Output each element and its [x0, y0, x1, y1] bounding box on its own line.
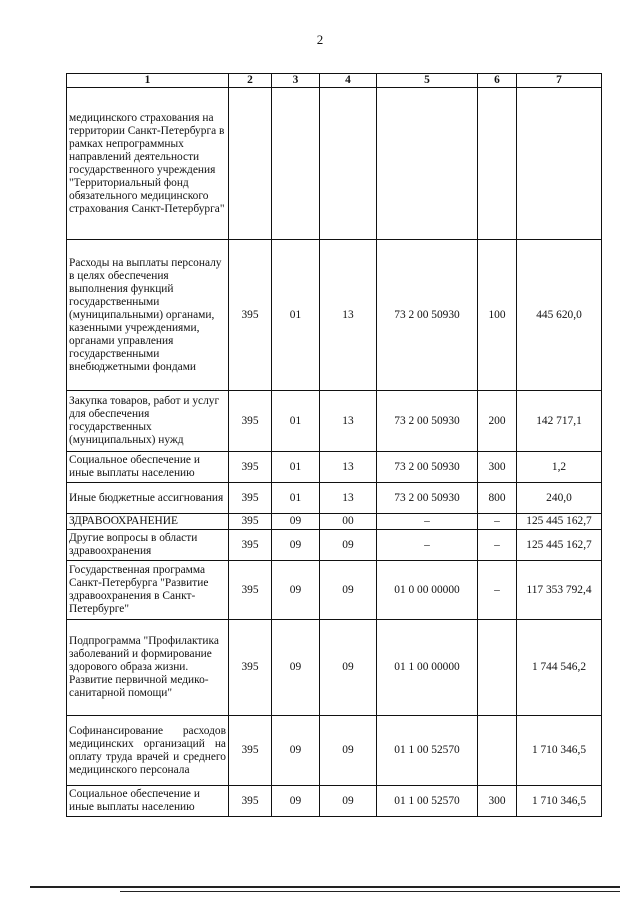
- cell-amount: 1 710 346,5: [517, 716, 602, 786]
- row-name: Социальное обеспечение и иные выплаты населению: [67, 786, 229, 817]
- cell-section: 01: [272, 452, 320, 483]
- cell-expense-type: –: [478, 514, 517, 530]
- cell-section: 09: [272, 716, 320, 786]
- row-name: Государственная программа Санкт-Петербурга "Развитие здравоохранения в Санкт-Петербурге": [67, 561, 229, 620]
- row-name: Софинансирование расходов медицинских организаций на оплату труда врачей и среднего медицинского персонала: [67, 716, 229, 786]
- cell-section: 09: [272, 530, 320, 561]
- cell-section: 09: [272, 786, 320, 817]
- table-row: [67, 391, 602, 452]
- cell-expense-type: [478, 620, 517, 716]
- cell-amount: 1 710 346,5: [517, 786, 602, 817]
- table-row: [67, 452, 602, 483]
- cell-expense-type: –: [478, 530, 517, 561]
- cell-amount: 125 445 162,7: [517, 530, 602, 561]
- cell-target-article: 73 2 00 50930: [377, 483, 478, 514]
- cell-target-article: –: [377, 530, 478, 561]
- cell-admin-code: 395: [229, 530, 272, 561]
- row-name: Другие вопросы в области здравоохранения: [67, 530, 229, 561]
- cell-target-article: [377, 88, 478, 240]
- cell-target-article: 73 2 00 50930: [377, 240, 478, 391]
- row-name: Социальное обеспечение и иные выплаты населению: [67, 452, 229, 483]
- cell-amount: 142 717,1: [517, 391, 602, 452]
- cell-amount: 117 353 792,4: [517, 561, 602, 620]
- table-row: [67, 561, 602, 620]
- page-number: 2: [316, 32, 324, 47]
- cell-amount: 1 744 546,2: [517, 620, 602, 716]
- cell-section: [272, 88, 320, 240]
- cell-admin-code: 395: [229, 514, 272, 530]
- table-row: [67, 483, 602, 514]
- cell-expense-type: –: [478, 561, 517, 620]
- header-col-3: 3: [272, 74, 320, 88]
- cell-admin-code: 395: [229, 452, 272, 483]
- table-row: [67, 88, 602, 240]
- cell-admin-code: 395: [229, 391, 272, 452]
- cell-admin-code: 395: [229, 716, 272, 786]
- cell-subsection: 13: [320, 391, 377, 452]
- scan-edge-line: [30, 886, 620, 888]
- cell-subsection: 09: [320, 716, 377, 786]
- table-row: [67, 786, 602, 817]
- cell-expense-type: 200: [478, 391, 517, 452]
- cell-section: 09: [272, 514, 320, 530]
- table-row: [67, 620, 602, 716]
- cell-target-article: 73 2 00 50930: [377, 391, 478, 452]
- row-name: ЗДРАВООХРАНЕНИЕ: [67, 514, 229, 530]
- table-row: [67, 514, 602, 530]
- cell-section: 01: [272, 391, 320, 452]
- scan-edge-line: [120, 891, 620, 892]
- cell-admin-code: 395: [229, 483, 272, 514]
- cell-section: 01: [272, 240, 320, 391]
- cell-subsection: 00: [320, 514, 377, 530]
- header-col-2: 2: [229, 74, 272, 88]
- cell-section: 01: [272, 483, 320, 514]
- cell-admin-code: [229, 88, 272, 240]
- header-col-4: 4: [320, 74, 377, 88]
- cell-subsection: 09: [320, 530, 377, 561]
- cell-admin-code: 395: [229, 561, 272, 620]
- cell-target-article: 01 1 00 00000: [377, 620, 478, 716]
- cell-amount: 240,0: [517, 483, 602, 514]
- cell-expense-type: 100: [478, 240, 517, 391]
- cell-subsection: 09: [320, 620, 377, 716]
- cell-subsection: 13: [320, 452, 377, 483]
- cell-expense-type: [478, 716, 517, 786]
- row-name: Подпрограмма "Профилактика заболеваний и формирование здорового образа жизни. Развитие первичной медико-санитарной помощи": [67, 620, 229, 716]
- header-col-7: 7: [517, 74, 602, 88]
- cell-expense-type: 300: [478, 786, 517, 817]
- cell-admin-code: 395: [229, 786, 272, 817]
- cell-subsection: [320, 88, 377, 240]
- cell-target-article: 01 0 00 00000: [377, 561, 478, 620]
- row-name: Иные бюджетные ассигнования: [67, 483, 229, 514]
- cell-subsection: 09: [320, 786, 377, 817]
- table-header-row: [67, 74, 602, 88]
- cell-expense-type: [478, 88, 517, 240]
- cell-subsection: 13: [320, 240, 377, 391]
- table-row: [67, 240, 602, 391]
- cell-target-article: –: [377, 514, 478, 530]
- cell-amount: 125 445 162,7: [517, 514, 602, 530]
- cell-section: 09: [272, 620, 320, 716]
- header-col-5: 5: [377, 74, 478, 88]
- row-name: медицинского страхования на территории Санкт-Петербурга в рамках непрограммных направлений деятельности государственного учреждения "Территориальный фонд обязательного медицинского страхования Санкт-Петербурга": [67, 88, 229, 240]
- row-name: Закупка товаров, работ и услуг для обеспечения государственных (муниципальных) нужд: [67, 391, 229, 452]
- cell-subsection: 13: [320, 483, 377, 514]
- cell-subsection: 09: [320, 561, 377, 620]
- cell-target-article: 73 2 00 50930: [377, 452, 478, 483]
- cell-amount: [517, 88, 602, 240]
- cell-target-article: 01 1 00 52570: [377, 786, 478, 817]
- header-col-1: 1: [67, 74, 229, 88]
- cell-target-article: 01 1 00 52570: [377, 716, 478, 786]
- table-row: [67, 530, 602, 561]
- cell-section: 09: [272, 561, 320, 620]
- cell-expense-type: 800: [478, 483, 517, 514]
- cell-expense-type: 300: [478, 452, 517, 483]
- budget-table: [66, 73, 602, 817]
- cell-amount: 1,2: [517, 452, 602, 483]
- cell-admin-code: 395: [229, 620, 272, 716]
- header-col-6: 6: [478, 74, 517, 88]
- cell-amount: 445 620,0: [517, 240, 602, 391]
- table-row: [67, 716, 602, 786]
- cell-admin-code: 395: [229, 240, 272, 391]
- row-name: Расходы на выплаты персоналу в целях обеспечения выполнения функций государственными (муниципальными) органами, казенными учреждениями, органами управления государственными внебюджетными фондами: [67, 240, 229, 391]
